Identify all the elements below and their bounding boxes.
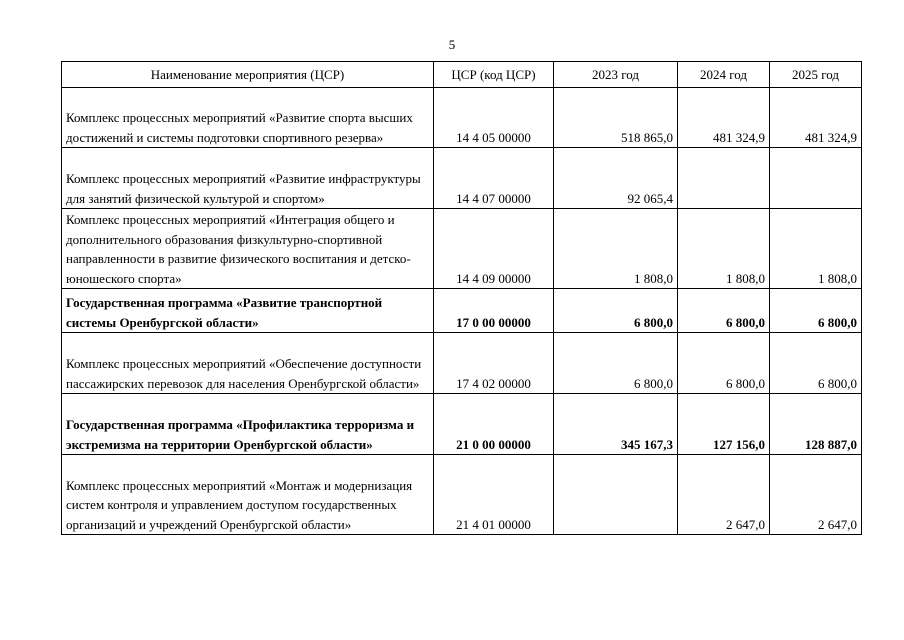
row-2025: 481 324,9 <box>770 88 862 148</box>
page-number: 5 <box>448 37 456 52</box>
row-code: 17 4 02 00000 <box>434 333 554 394</box>
row-code: 14 4 07 00000 <box>434 148 554 209</box>
budget-table <box>61 61 862 535</box>
row-name: Государственная программа «Профилактика терроризма и экстремизма на территории Оренбургской области» <box>62 394 434 455</box>
row-2024: 481 324,9 <box>678 88 770 148</box>
row-2025: 6 800,0 <box>770 289 862 333</box>
table-row <box>62 394 862 455</box>
row-2023: 518 865,0 <box>554 88 678 148</box>
row-code: 14 4 05 00000 <box>434 88 554 148</box>
row-2025 <box>770 148 862 209</box>
table-row <box>62 88 862 148</box>
row-2025: 2 647,0 <box>770 455 862 535</box>
row-code: 17 0 00 00000 <box>434 289 554 333</box>
table-row <box>62 148 862 209</box>
header-name: Наименование мероприятия (ЦСР) <box>62 62 434 88</box>
row-2023: 92 065,4 <box>554 148 678 209</box>
row-2025: 128 887,0 <box>770 394 862 455</box>
row-name: Комплекс процессных мероприятий «Интеграция общего и дополнительного образования физкультурно-спортивной направленности в развитие физического воспитания и детско-юношеского спорта» <box>62 209 434 289</box>
table-row <box>62 209 862 289</box>
header-2024: 2024 год <box>678 62 770 88</box>
row-name: Комплекс процессных мероприятий «Развитие инфраструктуры для занятий физической культурой и спортом» <box>62 148 434 209</box>
row-name: Государственная программа «Развитие транспортной системы Оренбургской области» <box>62 289 434 333</box>
row-name: Комплекс процессных мероприятий «Развитие спорта высших достижений и системы подготовки спортивного резерва» <box>62 88 434 148</box>
header-2025: 2025 год <box>770 62 862 88</box>
table-header-row <box>62 62 862 88</box>
row-2023: 6 800,0 <box>554 333 678 394</box>
header-2023: 2023 год <box>554 62 678 88</box>
row-2024 <box>678 148 770 209</box>
table-row <box>62 455 862 535</box>
table-row <box>62 333 862 394</box>
header-code: ЦСР (код ЦСР) <box>434 62 554 88</box>
row-2025: 6 800,0 <box>770 333 862 394</box>
row-code: 21 4 01 00000 <box>434 455 554 535</box>
row-name: Комплекс процессных мероприятий «Обеспечение доступности пассажирских перевозок для населения Оренбургской области» <box>62 333 434 394</box>
table-row <box>62 289 862 333</box>
row-2025: 1 808,0 <box>770 209 862 289</box>
row-2023 <box>554 455 678 535</box>
row-2024: 1 808,0 <box>678 209 770 289</box>
row-2023: 345 167,3 <box>554 394 678 455</box>
row-2024: 2 647,0 <box>678 455 770 535</box>
row-2023: 6 800,0 <box>554 289 678 333</box>
row-2023: 1 808,0 <box>554 209 678 289</box>
row-2024: 6 800,0 <box>678 289 770 333</box>
row-code: 21 0 00 00000 <box>434 394 554 455</box>
row-2024: 6 800,0 <box>678 333 770 394</box>
row-code: 14 4 09 00000 <box>434 209 554 289</box>
row-2024: 127 156,0 <box>678 394 770 455</box>
row-name: Комплекс процессных мероприятий «Монтаж и модернизация систем контроля и управлением доступом государственных организаций и учреждений Оренбургской области» <box>62 455 434 535</box>
